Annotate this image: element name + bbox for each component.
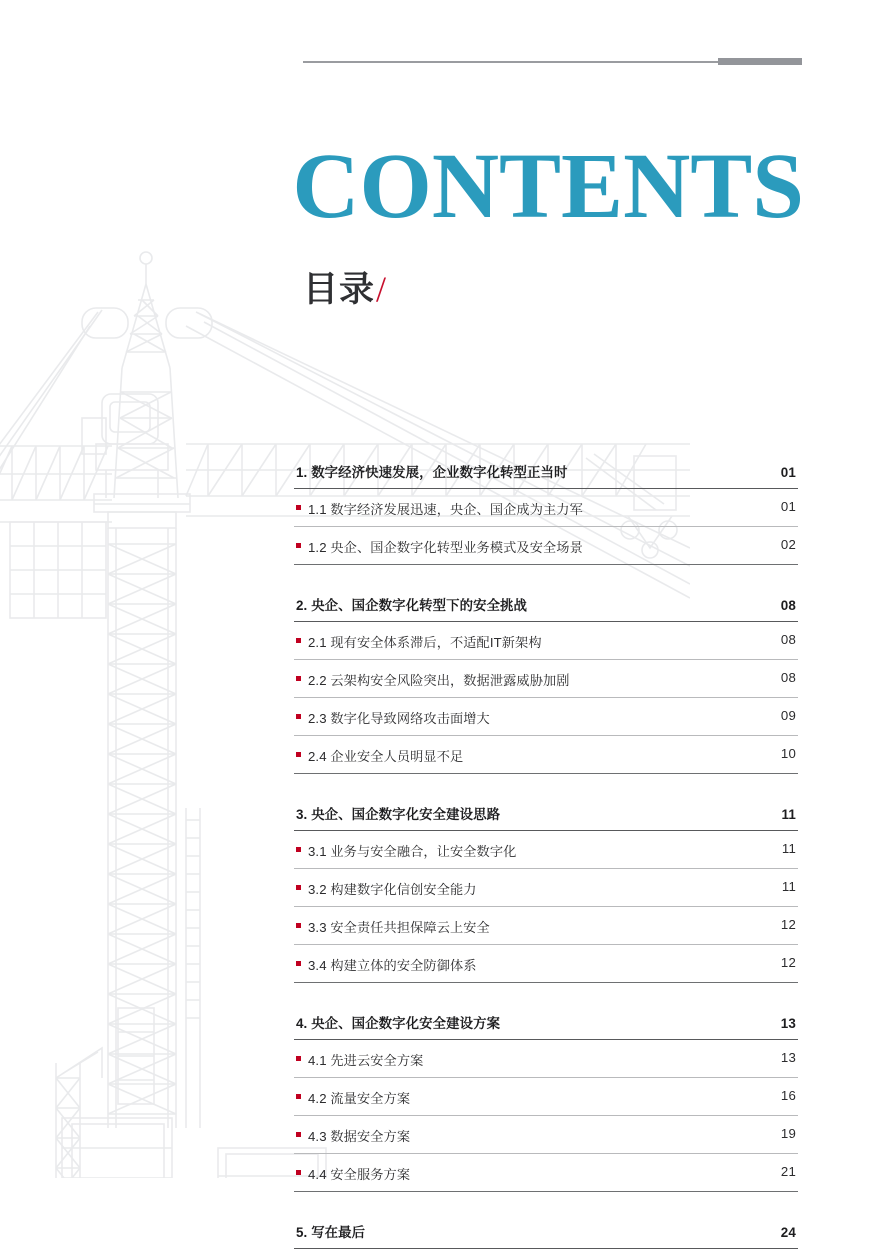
toc-section-row[interactable] bbox=[294, 462, 798, 489]
toc-item-page-number: 01 bbox=[780, 499, 796, 514]
toc-section-row[interactable] bbox=[294, 804, 798, 831]
toc-group bbox=[294, 1222, 798, 1249]
toc-section-label: 3. 央企、国企数字化安全建设思路 bbox=[296, 807, 501, 822]
toc-group bbox=[294, 804, 798, 983]
header-rule-thin bbox=[303, 61, 719, 63]
page-subtitle-chinese: 目录 bbox=[303, 270, 376, 309]
toc-section-label: 5. 写在最后 bbox=[296, 1225, 366, 1240]
page-subtitle-row bbox=[0, 271, 806, 307]
toc-item-text: 3.1 业务与安全融合，让安全数字化 bbox=[308, 844, 517, 859]
square-bullet-icon bbox=[296, 885, 301, 890]
header-rule bbox=[303, 58, 802, 66]
toc-item-row[interactable] bbox=[294, 698, 798, 736]
toc-item-row[interactable] bbox=[294, 736, 798, 774]
toc-item-page-number: 11 bbox=[781, 879, 796, 894]
toc-item-row[interactable] bbox=[294, 489, 798, 527]
toc-item-page-number: 11 bbox=[781, 841, 796, 856]
toc-item-label bbox=[296, 841, 516, 860]
square-bullet-icon bbox=[296, 543, 301, 548]
square-bullet-icon bbox=[296, 1056, 301, 1061]
toc-group bbox=[294, 595, 798, 774]
toc-section-label: 1. 数字经济快速发展，企业数字化转型正当时 bbox=[296, 465, 568, 480]
toc-item-text: 4.1 先进云安全方案 bbox=[308, 1053, 424, 1068]
toc-item-label bbox=[296, 499, 583, 518]
toc-section-row[interactable] bbox=[294, 1222, 798, 1249]
toc-item-label bbox=[296, 670, 570, 689]
square-bullet-icon bbox=[296, 923, 301, 928]
header-rule-thick bbox=[718, 58, 802, 65]
toc-item-page-number: 10 bbox=[780, 746, 796, 761]
square-bullet-icon bbox=[296, 714, 301, 719]
toc-item-text: 4.4 安全服务方案 bbox=[308, 1167, 411, 1182]
toc-item-row[interactable] bbox=[294, 1116, 798, 1154]
toc-item-label bbox=[296, 746, 463, 765]
toc-section-page-number: 24 bbox=[780, 1225, 796, 1240]
toc-section-page-number: 08 bbox=[780, 598, 796, 613]
toc-item-row[interactable] bbox=[294, 660, 798, 698]
toc-item-page-number: 12 bbox=[780, 917, 796, 932]
square-bullet-icon bbox=[296, 752, 301, 757]
toc-section-page-number: 01 bbox=[780, 465, 796, 480]
square-bullet-icon bbox=[296, 1094, 301, 1099]
square-bullet-icon bbox=[296, 1132, 301, 1137]
toc-item-text: 3.4 构建立体的安全防御体系 bbox=[308, 958, 477, 973]
toc-section-row[interactable] bbox=[294, 1013, 798, 1040]
toc-item-page-number: 16 bbox=[780, 1088, 796, 1103]
toc-item-label bbox=[296, 1050, 423, 1069]
square-bullet-icon bbox=[296, 961, 301, 966]
toc-item-label bbox=[296, 708, 490, 727]
toc-item-page-number: 21 bbox=[780, 1164, 796, 1179]
toc-item-label bbox=[296, 1126, 410, 1145]
toc-item-row[interactable] bbox=[294, 831, 798, 869]
toc-item-row[interactable] bbox=[294, 1078, 798, 1116]
toc-section-page-number: 13 bbox=[780, 1016, 796, 1031]
square-bullet-icon bbox=[296, 638, 301, 643]
square-bullet-icon bbox=[296, 1170, 301, 1175]
toc-item-page-number: 13 bbox=[780, 1050, 796, 1065]
square-bullet-icon bbox=[296, 847, 301, 852]
toc-section-label: 4. 央企、国企数字化安全建设方案 bbox=[296, 1016, 501, 1031]
toc-section-label: 2. 央企、国企数字化转型下的安全挑战 bbox=[296, 598, 528, 613]
toc-item-label bbox=[296, 879, 477, 898]
toc-group bbox=[294, 462, 798, 565]
toc-item-label bbox=[296, 537, 583, 556]
toc-item-text: 3.3 安全责任共担保障云上安全 bbox=[308, 920, 490, 935]
toc-item-text: 2.2 云架构安全风险突出，数据泄露威胁加剧 bbox=[308, 673, 570, 688]
page-heading-block bbox=[0, 135, 806, 309]
toc-item-row[interactable] bbox=[294, 907, 798, 945]
toc-item-text: 3.2 构建数字化信创安全能力 bbox=[308, 882, 477, 897]
toc-item-text: 2.1 现有安全体系滞后，不适配IT新架构 bbox=[308, 635, 542, 650]
table-of-contents bbox=[294, 462, 798, 1249]
toc-item-text: 2.3 数字化导致网络攻击面增大 bbox=[308, 711, 490, 726]
toc-item-row[interactable] bbox=[294, 1040, 798, 1078]
toc-group bbox=[294, 1013, 798, 1192]
toc-item-row[interactable] bbox=[294, 1154, 798, 1192]
toc-item-label bbox=[296, 1088, 410, 1107]
toc-item-label bbox=[296, 917, 490, 936]
page-title-contents: CONTENTS bbox=[292, 135, 804, 238]
toc-item-page-number: 08 bbox=[780, 632, 796, 647]
toc-section-row[interactable] bbox=[294, 595, 798, 622]
toc-item-page-number: 02 bbox=[780, 537, 796, 552]
toc-item-label bbox=[296, 632, 542, 651]
square-bullet-icon bbox=[296, 676, 301, 681]
toc-item-text: 2.4 企业安全人员明显不足 bbox=[308, 749, 464, 764]
toc-item-text: 1.2 央企、国企数字化转型业务模式及安全场景 bbox=[308, 540, 583, 555]
toc-item-page-number: 09 bbox=[780, 708, 796, 723]
page-subtitle-slash: / bbox=[376, 269, 387, 309]
toc-item-row[interactable] bbox=[294, 945, 798, 983]
toc-item-text: 4.3 数据安全方案 bbox=[308, 1129, 411, 1144]
toc-item-text: 4.2 流量安全方案 bbox=[308, 1091, 411, 1106]
toc-item-page-number: 08 bbox=[780, 670, 796, 685]
toc-item-row[interactable] bbox=[294, 622, 798, 660]
toc-item-row[interactable] bbox=[294, 527, 798, 565]
toc-item-page-number: 19 bbox=[780, 1126, 796, 1141]
toc-item-page-number: 12 bbox=[780, 955, 796, 970]
toc-item-text: 1.1 数字经济发展迅速，央企、国企成为主力军 bbox=[308, 502, 583, 517]
toc-item-label bbox=[296, 955, 477, 974]
toc-item-row[interactable] bbox=[294, 869, 798, 907]
toc-section-page-number: 11 bbox=[781, 807, 796, 822]
square-bullet-icon bbox=[296, 505, 301, 510]
